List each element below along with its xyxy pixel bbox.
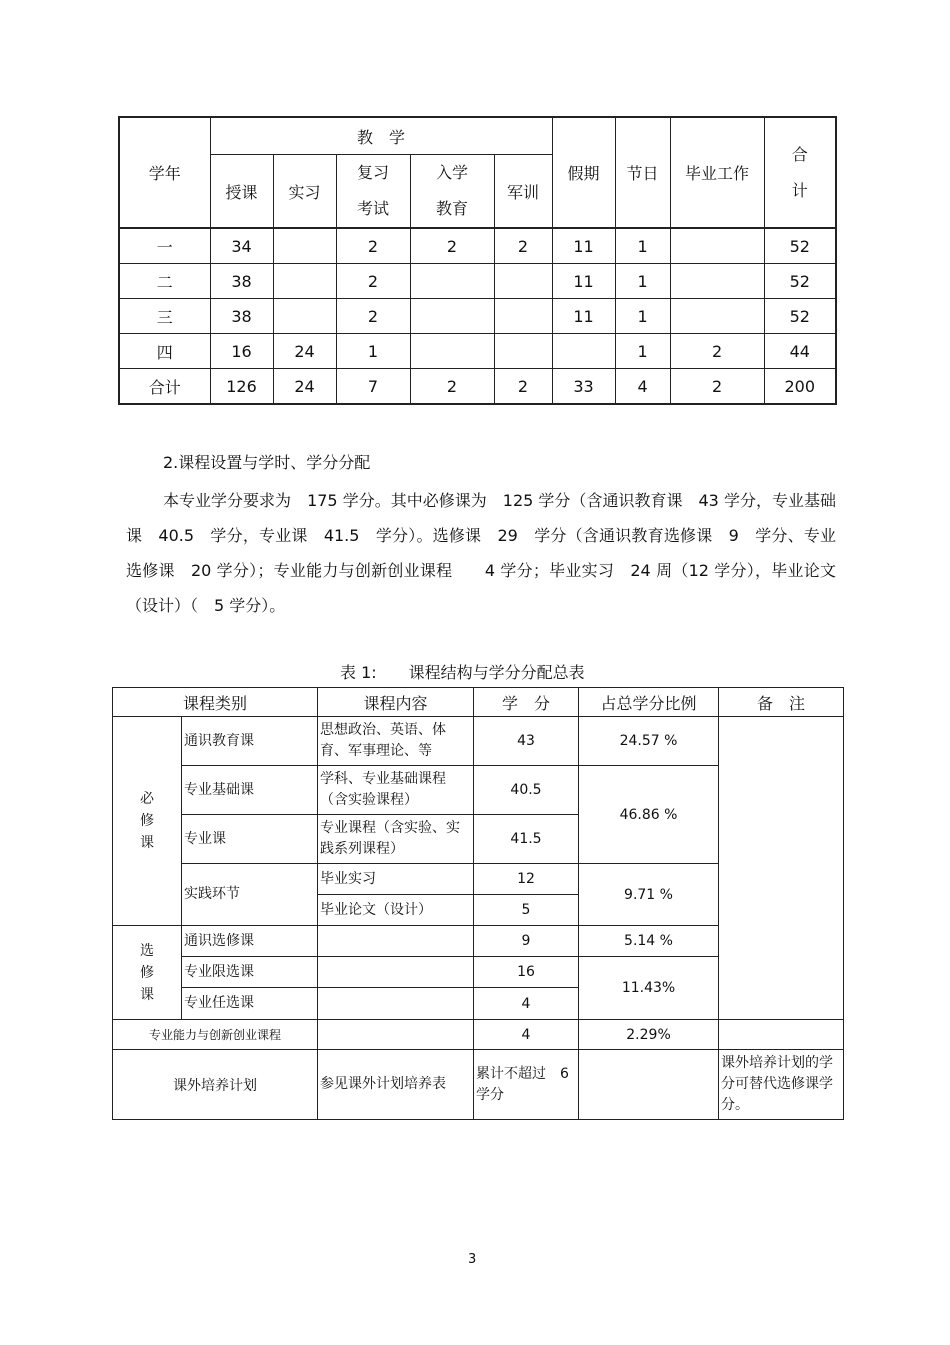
weeks-cell-lecture: 16 [210,334,273,369]
weeks-cell-review: 7 [336,369,410,405]
free-elective-credits: 4 [474,988,579,1020]
thesis-name: 毕业论文（设计） [318,895,474,926]
weeks-cell-graduation [670,228,764,264]
header-holiday: 节日 [615,117,670,228]
header-lecture: 授课 [210,155,273,229]
weeks-cell-graduation: 2 [670,369,764,405]
weeks-cell-graduation: 2 [670,334,764,369]
extracurricular-credits: 累计不超过 6 学分 [474,1050,579,1120]
weeks-cell-military [494,334,552,369]
weeks-cell-vacation: 33 [552,369,615,405]
weeks-cell-vacation [552,334,615,369]
elective-label: 选 修 课 [113,926,182,1020]
weeks-cell-review: 2 [336,228,410,264]
weeks-cell-vacation: 11 [552,299,615,334]
extracurricular-remark: 课外培养计划的学分可替代选修课学分。 [719,1050,844,1120]
general-edu-content: 思想政治、英语、体育、军事理论、等 [318,717,474,766]
header-vacation: 假期 [552,117,615,228]
major-basic-credits: 40.5 [474,766,579,815]
extracurricular-ratio [579,1050,719,1120]
weeks-cell-military: 2 [494,369,552,405]
weeks-cell-review: 1 [336,334,410,369]
major-content: 专业课程（含实验、实践系列课程） [318,815,474,864]
weeks-cell-year: 一 [119,228,210,264]
header-teaching: 教 学 [210,117,552,155]
major-basic-name: 专业基础课 [182,766,318,815]
header-graduation: 毕业工作 [670,117,764,228]
weeks-table [118,116,837,405]
limited-elective-name: 专业限选课 [182,957,318,988]
general-elective-name: 通识选修课 [182,926,318,957]
section-paragraph: 本专业学分要求为 175 学分。其中必修课为 125 学分（含通识教育课 43 学分，专业基础课 40.5 学分，专业课 41.5 学分）。选修课 29 学分（含通识教育选修课 9 学分、专业选修课 20 学分）；专业能力与创新创业课程 4 学分；毕业实习 24 周（12 学分），毕业论文（设计）（ 5 学分）。 [126,491,836,615]
header-ratio: 占总学分比例 [579,688,719,717]
innovation-content [318,1020,474,1050]
weeks-cell-graduation [670,264,764,299]
weeks-cell-entry [410,334,494,369]
weeks-cell-military [494,299,552,334]
weeks-cell-holiday: 1 [615,334,670,369]
weeks-cell-lecture: 126 [210,369,273,405]
limited-elective-content [318,957,474,988]
innovation-credits: 4 [474,1020,579,1050]
weeks-cell-holiday: 1 [615,264,670,299]
general-elective-content [318,926,474,957]
weeks-cell-holiday: 1 [615,299,670,334]
weeks-cell-practice [273,299,336,334]
general-edu-ratio: 24.57 % [579,717,719,766]
free-elective-content [318,988,474,1020]
header-credits: 学 分 [474,688,579,717]
innovation-name: 专业能力与创新创业课程 [113,1020,318,1050]
weeks-cell-entry [410,299,494,334]
weeks-cell-entry: 2 [410,369,494,405]
weeks-cell-practice: 24 [273,334,336,369]
header-year: 学年 [119,117,210,228]
weeks-cell-holiday: 4 [615,369,670,405]
weeks-row [119,228,836,264]
weeks-cell-entry [410,264,494,299]
general-edu-name: 通识教育课 [182,717,318,766]
remark-blank [719,717,844,1020]
weeks-row [119,369,836,405]
internship-credits: 12 [474,864,579,895]
header-military: 军训 [494,155,552,229]
header-remark: 备 注 [719,688,844,717]
innovation-remark [719,1020,844,1050]
weeks-cell-military: 2 [494,228,552,264]
weeks-cell-year: 二 [119,264,210,299]
extracurricular-content: 参见课外计划培养表 [318,1050,474,1120]
weeks-cell-total: 52 [764,228,836,264]
header-total: 合 计 [764,117,836,228]
weeks-cell-practice: 24 [273,369,336,405]
general-edu-credits: 43 [474,717,579,766]
general-elective-ratio: 5.14 % [579,926,719,957]
weeks-row [119,299,836,334]
header-review: 复习 考试 [336,155,410,229]
weeks-cell-total: 52 [764,299,836,334]
page-number: 3 [468,1252,477,1267]
limited-elective-credits: 16 [474,957,579,988]
header-entry: 入学 教育 [410,155,494,229]
weeks-cell-lecture: 38 [210,299,273,334]
innovation-ratio: 2.29% [579,1020,719,1050]
weeks-cell-holiday: 1 [615,228,670,264]
weeks-row [119,334,836,369]
weeks-cell-graduation [670,299,764,334]
weeks-cell-year: 合计 [119,369,210,405]
weeks-table-body [119,228,836,404]
weeks-cell-lecture: 34 [210,228,273,264]
weeks-cell-total: 44 [764,334,836,369]
weeks-cell-military [494,264,552,299]
weeks-cell-vacation: 11 [552,228,615,264]
weeks-cell-total: 52 [764,264,836,299]
major-name: 专业课 [182,815,318,864]
major-credits: 41.5 [474,815,579,864]
practice-ratio: 9.71 % [579,864,719,926]
weeks-cell-practice [273,228,336,264]
header-content: 课程内容 [318,688,474,717]
weeks-row [119,264,836,299]
section-heading: 2.课程设置与学时、学分分配 [163,453,371,472]
thesis-credits: 5 [474,895,579,926]
free-elective-name: 专业任选课 [182,988,318,1020]
header-category: 课程类别 [113,688,318,717]
weeks-cell-practice [273,264,336,299]
weeks-cell-lecture: 38 [210,264,273,299]
major-basic-content: 学科、专业基础课程（含实验课程） [318,766,474,815]
general-elective-credits: 9 [474,926,579,957]
header-practice: 实习 [273,155,336,229]
required-label: 必 修 课 [113,717,182,926]
weeks-cell-entry: 2 [410,228,494,264]
weeks-cell-vacation: 11 [552,264,615,299]
credit-table [112,687,844,1120]
weeks-cell-total: 200 [764,369,836,405]
weeks-cell-year: 三 [119,299,210,334]
weeks-cell-year: 四 [119,334,210,369]
extracurricular-name: 课外培养计划 [113,1050,318,1120]
weeks-cell-review: 2 [336,264,410,299]
major-ratio: 46.86 % [579,766,719,864]
limited-elective-ratio: 11.43% [579,957,719,1020]
internship-name: 毕业实习 [318,864,474,895]
table-caption: 表 1: 课程结构与学分分配总表 [340,663,585,682]
practice-name: 实践环节 [182,864,318,926]
weeks-cell-review: 2 [336,299,410,334]
